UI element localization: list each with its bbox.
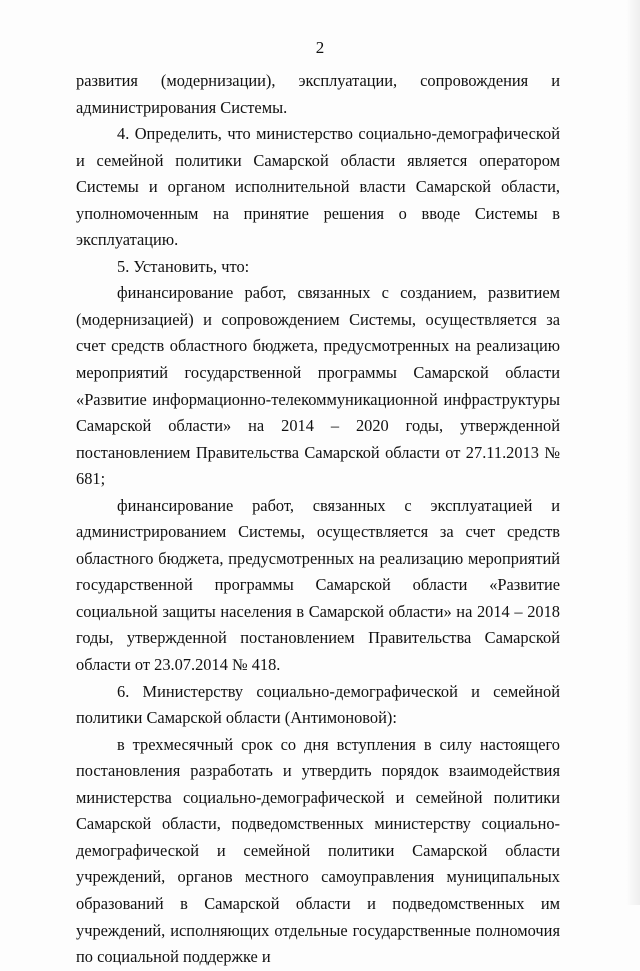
- paragraph-item-6: 6. Министерству социально-демографической и семейной политики Самарской области (Антимоновой):: [76, 681, 560, 728]
- paragraph-item-4: 4. Определить, что министерство социально-демографической и семейной политики Самарской области является оператором Системы и органом исполнительной власти Самарской области, уполномоченным на принятие решения о вводе Системы в эксплуатацию.: [76, 124, 560, 250]
- paragraph-funding-operation: финансирование работ, связанных с эксплуатацией и администрированием Системы, осуществляется за счет средств областного бюджета, предусмотренных на реализацию мероприятий государственной программы Самарской области «Развитие социальной защиты населения в Самарской области» на 2014 – 2018 годы, утвержденной постановлением Правительства Самарской области от 23.07.2014 № 418.: [76, 495, 560, 675]
- paragraph-item-5: 5. Установить, что:: [117, 256, 250, 276]
- document-body: [76, 68, 560, 971]
- paragraph-funding-development: финансирование работ, связанных с созданием, развитием (модернизацией) и сопровождением Системы, осуществляется за счет средств областного бюджета, предусмотренных на реализацию мероприятий государственной программы Самарской области «Развитие информационно-телекоммуникационной инфраструктуры Самарской области» на 2014 – 2020 годы, утвержденной постановлением Правительства Самарской области от 27.11.2013 № 681;: [76, 283, 560, 489]
- scan-edge-shadow: [626, 0, 640, 905]
- page-number: 2: [315, 38, 325, 57]
- paragraph-procedure: в трехмесячный срок со дня вступления в силу настоящего постановления разработать и утвердить порядок взаимодействия министерства социально-демографической и семейной политики Самарской области, подведомственных министерству социально-демографической и семейной политики Самарской области учреждений, органов местного самоуправления муниципальных образований в Самарской области и подведомственных им учреждений, исполняющих отдельные государственные полномочия по социальной поддержке и: [76, 734, 560, 967]
- paragraph-continuation: развития (модернизации), эксплуатации, сопровождения и администрирования Системы.: [76, 71, 560, 117]
